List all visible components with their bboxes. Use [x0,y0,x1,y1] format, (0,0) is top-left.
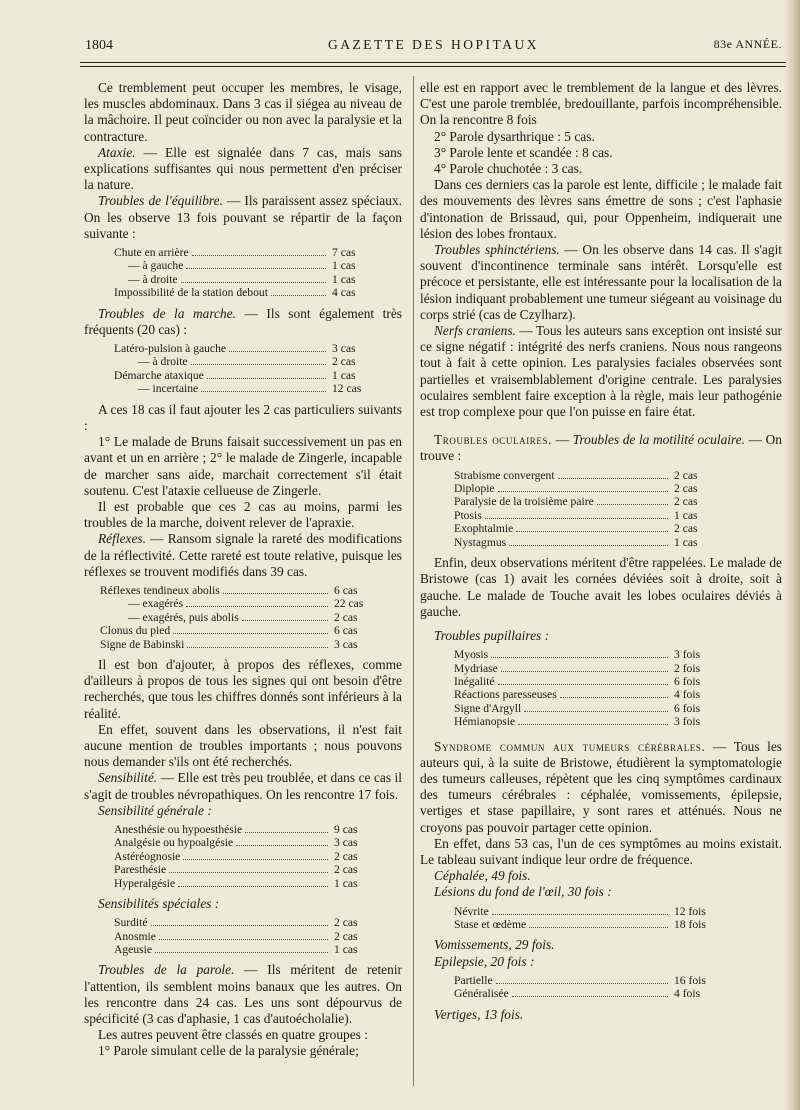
paragraph-text: — On les observe dans 14 cas. Il s'agit souvent d'incontinence terminale sans intérêt. Lorsqu'elle est précoce et persistante, elle est intéressante pour la localisation de la lésion indiquant probablement une tumeur siégeant au voisinage du corps strié (cas de Czylharz). [420,242,783,322]
table-row: Chute en arrière 7 cas [114,246,356,260]
table-row: Mydriase 2 fois [454,661,701,675]
table-row: Nystagmus 1 cas [454,535,698,549]
section-title: Troubles sphinctériens. [434,242,560,258]
list-item: Céphalée, 49 fois. [434,868,531,884]
section-title: Syndrome commun aux tumeurs cérébrales. [434,738,706,754]
paragraph-text: — Ils méritent de retenir l'attention, ils semblent moins banaux que les autres. On les rencontre dans 24 cas. Les uns sont dépourvus de spécificité (3 cas d'aphasie, 1 cas d'autoécholalie). [84,962,403,1027]
page-edge [784,0,800,1110]
table-row: Strabisme convergent 2 cas [454,468,698,482]
table-row: Analgésie ou hypoalgésie 3 cas [114,836,358,850]
journal-title: GAZETTE DES HOPITAUX [328,37,539,52]
paragraph-text: — Tous les auteurs sans exception ont insisté sur ce signe négatif : intégrité des nerfs craniens. Nous nous rangeons tout à fait à cette opinion. Les paralysies faciales observées sont partielles et vraisemblablement d'origine centrale. Les paralysies oculaires semblent faire exception à la règle, mais leur pathogénie est trop complexe pour que l'on puisse en faire état. [420,323,783,420]
table-row: Stase et œdème 18 fois [454,918,706,931]
table-row: Généralisée 4 fois [454,987,701,1001]
table-reflexes [84,584,402,651]
paragraph-text: — Ils sont également très fréquents (20 cas) : [84,305,402,337]
paragraph-text: — Elle est très peu troublée, et dans ce cas il s'agit de troubles névropathiques. On les rencontre 17 fois. [84,770,402,802]
table-row: Paralysie de la troisième paire 2 cas [454,495,698,509]
table-row: Réactions paresseuses 4 fois [454,688,701,702]
paragraph [420,242,782,323]
paragraph: 1° Parole simulant celle de la paralysie générale; [98,1043,359,1059]
paragraph [420,323,782,420]
section-title: Troubles oculaires. [434,432,553,448]
table-row: Myosis 3 fois [454,648,701,662]
table-lesions [420,905,782,932]
paragraph-text: — Elle est signalée dans 7 cas, mais sans explications suffisantes qui nous permettent d'en préciser la nature. [84,144,402,193]
table-row: — exagérés, puis abolis 2 cas [128,610,358,624]
subsection-title: Troubles pupillaires : [434,627,550,643]
paragraph: 1° Le malade de Bruns faisait successivement un pas en avant et un en arrière ; 2° le malade de Zingerle, incapable de marcher sans aide, marchait correctement s'il était soutenu. C'est l'ataxie cellueuse de Zingerle. [84,434,402,498]
table-row: Hémianopsie 3 fois [454,715,701,729]
table-row: Inégalité 6 fois [454,674,701,688]
list-item: Vomissements, 29 fois. [434,937,555,953]
list-item: Epilepsie, 20 fois : [434,953,535,969]
table-row: Partielle 16 fois [454,973,706,987]
table-row: Impossibilité de la station debout 4 cas [114,286,356,300]
table-row: — exagérés 22 cas [128,597,364,611]
paragraph: 2° Parole dysarthrique : 5 cas. [434,128,595,144]
section-title: Troubles de la parole. [98,962,235,978]
table-row: — incertaine 12 cas [138,382,362,396]
table-motilite [420,469,782,549]
subsection-title: Sensibilité générale : [98,802,212,818]
table-row: Névrite 12 fois [454,904,706,918]
table-row: Surdité 2 cas [114,916,358,930]
list-item: Lésions du fond de l'œil, 30 fois : [434,884,612,900]
section-title: Sensibilité. [98,770,158,786]
subsection-title: Troubles de la motilité oculaire. [572,432,745,448]
header-rule-thick [80,62,786,63]
paragraph: Enfin, deux observations méritent d'être rappelées. Le malade de Bristowe (cas 1) avait les cornées déviées soit à droite, soit à gauche. Le malade de Touche avait les lobes oculaires déviés à gauche. [420,555,782,619]
paragraph-text: — Ransom signale la rareté des modifications de la réflectivité. Cette rareté est toute relative, puisque les réflexes se trouvent modifiés dans 39 cas. [84,531,402,579]
table-row: Démarche ataxique 1 cas [114,368,356,382]
section-title: Nerfs craniens. [434,323,516,339]
paragraph: Il est probable que ces 2 cas au moins, parmi les troubles de la marche, doivent relever de l'apraxie. [84,498,402,531]
table-row: Ptosis 1 cas [454,508,698,522]
subsection-title: Sensibilités spéciales : [98,896,220,912]
table-row: Diplopie 2 cas [454,482,698,496]
table-row: — à droite 1 cas [128,272,356,286]
table-row: Réflexes tendineux abolis 6 cas [100,583,358,597]
table-sensibilite-generale [84,823,402,890]
paragraph-text: — On trouve : [420,432,782,464]
paragraph: Il est bon d'ajouter, à propos des réflexes, comme d'ailleurs à propos de tous les signes qui ont besoin d'être recherchés, que tous les chiffres donnés sont inférieurs à la réalité. [84,656,402,721]
paragraph [84,193,402,242]
paragraph: elle est en rapport avec le tremblement de la langue et des lèvres. C'est une parole tremblée, bredouillante, parfois incompréhensible. On la rencontre 8 fois [420,80,782,128]
paragraph: 4° Parole chuchotée : 3 cas. [434,161,583,177]
paragraph: Ce tremblement peut occuper les membres, le visage, les muscles abdominaux. Dans 3 cas il siégea au niveau de la mâchoire. Il peut coïncider ou non avec la paralysie et la contracture. [84,80,402,144]
paragraph: Troubles oculaires. — Troubles de la motilité oculaire. — On trouve : [420,432,782,464]
table-pupillaires [420,648,782,728]
table-row: — à gauche 1 cas [128,259,356,273]
table-row: Astéréognosie 2 cas [114,849,358,863]
paragraph: En effet, dans 53 cas, l'un de ces symptômes au moins existait. Le tableau suivant indique leur ordre de fréquence. [420,835,782,867]
paragraph [84,770,402,802]
table-row: Ageusie 1 cas [114,943,358,957]
table-epilepsie [420,974,782,1001]
paragraph: Dans ces derniers cas la parole est lente, difficile ; le malade fait des mouvements des lèvres sans émettre de sons ; c'est l'aphasie d'intonation de Brissaud, qui, pour Oppenheim, indiquerait une lésion des lobes frontaux. [420,177,782,241]
paragraph-text: — Tous les auteurs qui, à la suite de Bristowe, étudièrent la symptomatologie des tumeurs calleuses, répètent que les cinq symptômes cardinaux des tumeurs cérébrales : céphalée, vomissements, épilepsie, vertiges et stase papillaire, y sont rares et atténués. Nous ne croyons pas pouvoir partager cette opinion. [420,738,782,835]
table-marche [84,342,402,396]
right-column [420,80,782,1023]
paragraph: En effet, souvent dans les observations, il n'est fait aucune mention de troubles importants ; nous pouvons nous demander s'ils ont été recherchés. [84,721,402,770]
paragraph [84,962,402,1027]
section-title: Troubles de la marche. [98,305,236,321]
table-row: Signe d'Argyll 6 fois [454,701,701,715]
paragraph: Les autres peuvent être classés en quatre groupes : [98,1027,368,1043]
table-row: Clonus du pied 6 cas [100,624,358,638]
list-item: Vertiges, 13 fois. [434,1006,524,1022]
year-label: 83e ANNÉE. [713,37,782,51]
table-row: Hyperalgésie 1 cas [114,876,358,890]
page-number: 1804 [85,38,113,53]
section-title: Réflexes. [98,531,146,547]
running-header [85,34,782,56]
header-rule-thin [80,66,786,67]
paragraph [84,145,402,194]
table-row: Exophtalmie 2 cas [454,522,698,536]
table-row: — à droite 2 cas [138,355,356,369]
left-column [84,80,402,1060]
column-divider [413,76,414,1086]
table-row: Anesthésie ou hypoesthésie 9 cas [114,822,358,836]
paragraph [84,531,402,580]
table-equilibre [84,246,402,300]
table-row: Signe de Babinski 3 cas [100,637,358,651]
paragraph: 3° Parole lente et scandée : 8 cas. [434,144,613,160]
table-row: Paresthésie 2 cas [114,863,358,877]
paragraph-text: — Ils paraissent assez spéciaux. On les observe 13 fois pouvant se répartir de la façon suivante : [84,193,402,241]
section-title: Troubles de l'équilibre. [98,193,223,209]
paragraph: A ces 18 cas il faut ajouter les 2 cas particuliers suivants : [84,401,402,433]
section-title: Ataxie. [98,144,136,160]
table-row: Latéro-pulsion à gauche 3 cas [114,342,356,356]
paragraph [84,306,402,338]
paragraph [420,739,782,836]
table-row: Anosmie 2 cas [114,929,358,943]
table-sensibilites-speciales [84,916,402,956]
